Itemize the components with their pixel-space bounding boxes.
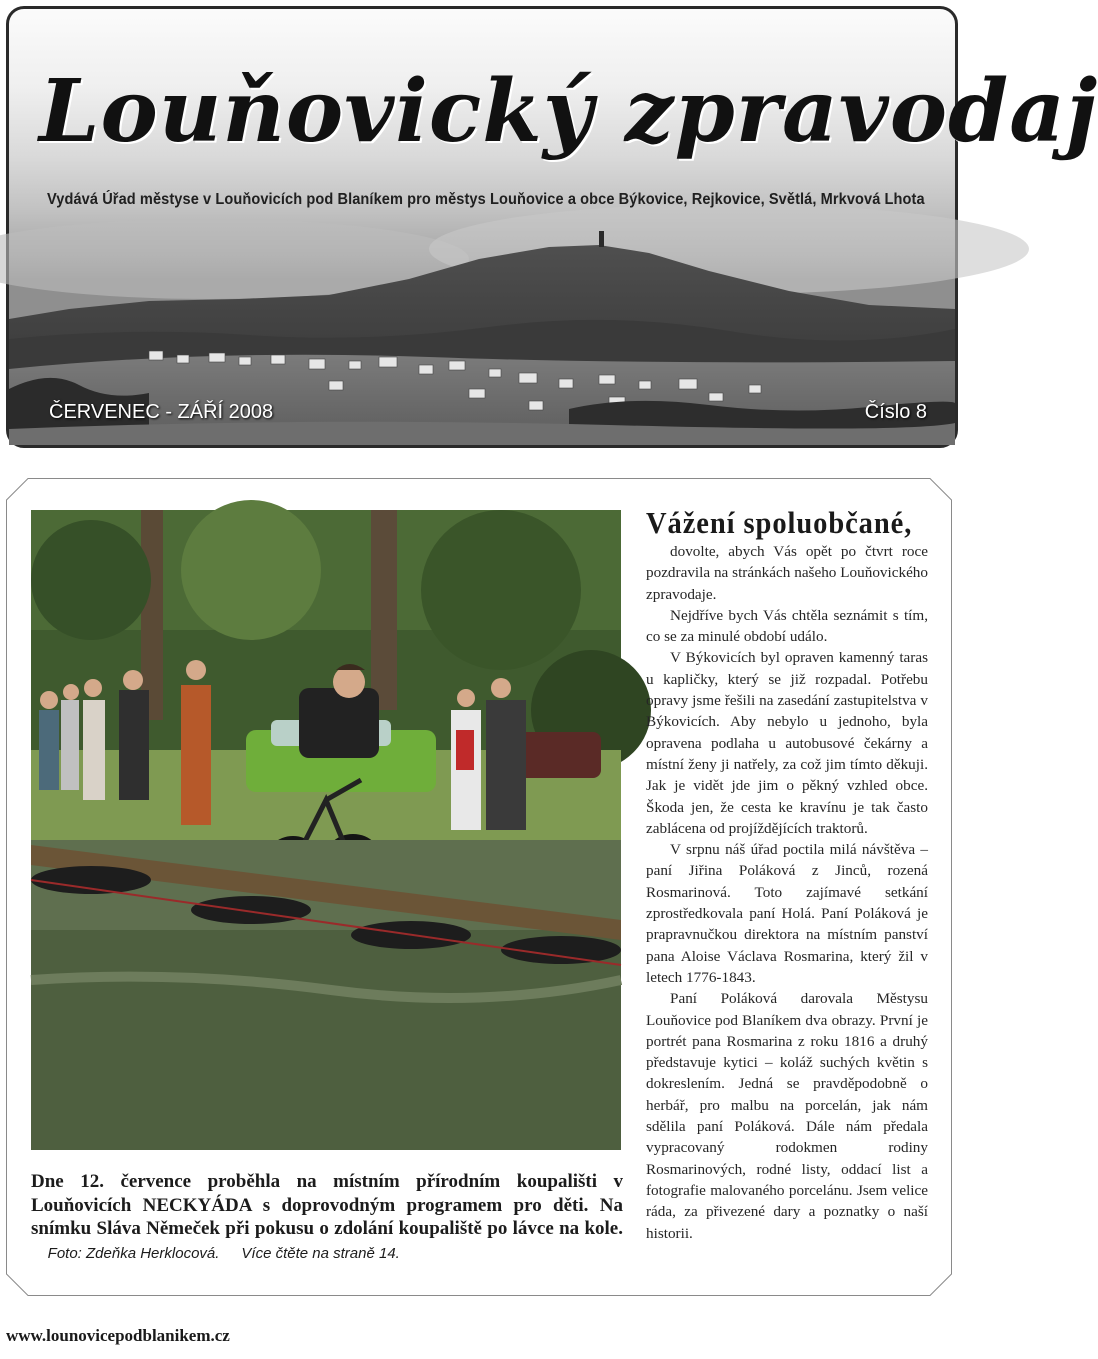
masthead: [6, 6, 1098, 448]
article-body: [646, 541, 928, 1244]
article-title: Vážení spoluobčané,: [646, 505, 913, 540]
issue-period: ČERVENEC - ZÁŘÍ 2008: [49, 401, 274, 423]
article-paragraph: Paní Poláková darovala Městysu Louňovice pod Blaníkem dva obrazy. První je portrét pana Rosmarina z roku 1816 a druhý představuje kytici – koláž suchých květin s dokreslením. Jedná se pravděpodobně o herbář, pro malbu na porcelán, jak nám sdělila paní Poláková. Dále nám předala vypracovaný rodokmen rodiny Rosmarinových, rodné listy, oddací list a fotografie malovaného porcelánu. Jsem velice ráda, za přivezené dary a poznatky o naší historii.: [646, 990, 928, 1242]
article-paragraph: V Býkovicích byl opraven kamenný taras u kapličky, který se již rozpadal. Potřebu opravy jsme řešili na zasedání zastupitelstva v Býkovicích. Aby nebylo u jednoho, byla opravena podlaha u autobusové čekárny a místní ženy ji natřely, za což jim tímto děkuji. Jak je vidět jde jim o pěkný vzhled obce. Škoda jen, že cesta ke kravínu je tak často zablácena od projíždějících traktorů.: [646, 649, 928, 837]
publisher-line: Vydává Úřad městyse v Louňovicích pod Blaníkem pro městys Louňovice a obce Býkovice, Rejkovice, Světlá, Mrkvová Lhota: [47, 191, 925, 208]
caption-text: Dne 12. července proběhla na místním přírodním koupališti v Louňovicích NECKYÁDA s doprovodným programem pro děti. Na snímku Sláva Němeček při pokusu o zdolání koupaliště po lávce na kole.: [31, 1171, 623, 1239]
issue-number: Číslo 8: [864, 401, 927, 423]
photo-credit: Foto: Zdeňka Herklocová.: [47, 1244, 220, 1262]
article-paragraph: Nejdříve bych Vás chtěla seznámit s tím, co se za minulé období událo.: [646, 606, 928, 646]
article-paragraph: dovolte, abych Vás opět po čtvrt roce pozdravila na stránkách našeho Louňovického zpravodaje.: [646, 543, 928, 603]
neckyada-photo: [31, 510, 621, 1150]
publication-title: Louňovický zpravodaj: [39, 61, 1098, 162]
website-link[interactable]: www.lounovicepodblanikem.cz: [6, 1326, 230, 1345]
article-paragraph: V srpnu náš úřad poctila milá návštěva – paní Jiřina Poláková z Jinců, rozená Rosmarinová. Toto zajímavé setkání zprostředkovala paní Holá. Paní Poláková je prapravnučkou direktora na místním panství pana Aloise Václava Rosmarina, který žil v letech 1776-1843.: [646, 841, 928, 986]
photo-caption: [31, 1170, 623, 1265]
photo-credit-block: [31, 1245, 400, 1262]
continued-reference: Více čtěte na straně 14.: [241, 1244, 400, 1262]
